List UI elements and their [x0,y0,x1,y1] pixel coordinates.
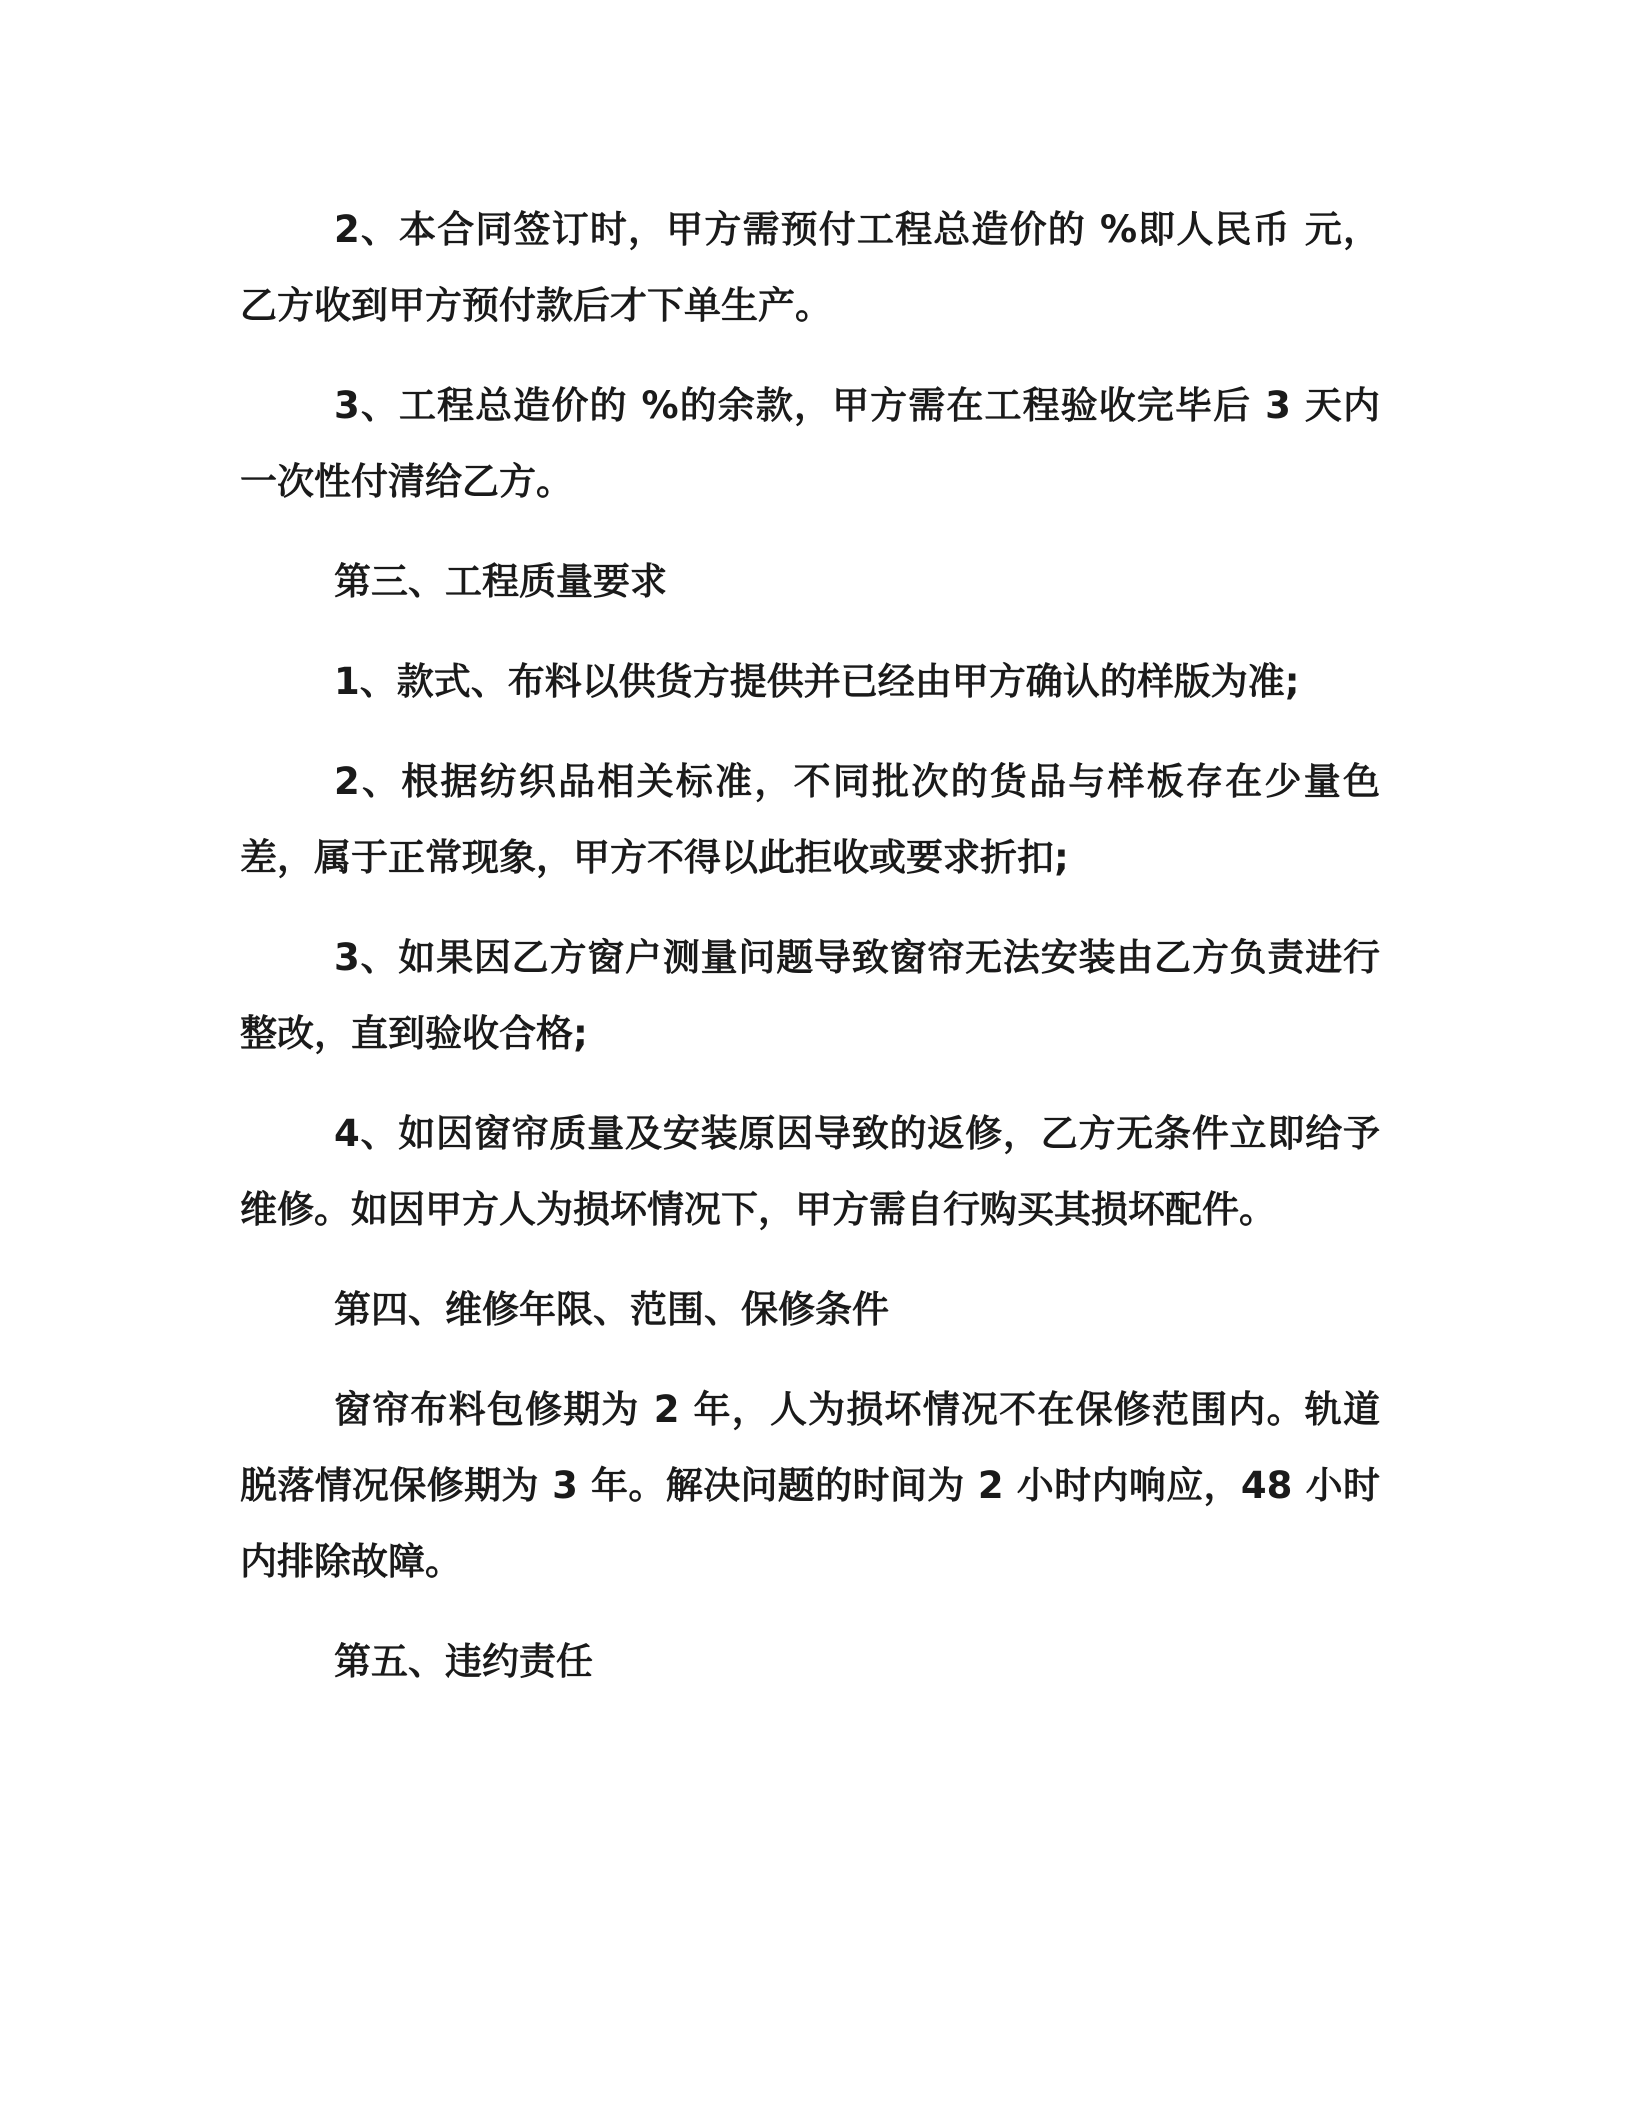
clause-warranty-terms: 窗帘布料包修期为 2 年，人为损坏情况不在保修范围内。轨道脱落情况保修期为 3 年。解决问题的时间为 2 小时内响应，48 小时内排除故障。 [240,1388,1380,1583]
clause-balance-payment: 3、工程总造价的 %的余款，甲方需在工程验收完毕后 3 天内一次性付清给乙方。 [240,384,1380,503]
clause-quality-color: 2、根据纺织品相关标准，不同批次的货品与样板存在少量色差，属于正常现象，甲方不得以此拒收或要求折扣; [240,760,1380,879]
clause-quality-measurement: 3、如果因乙方窗户测量问题导致窗帘无法安装由乙方负责进行整改，直到验收合格; [240,936,1380,1055]
section-heading-quality: 第三、工程质量要求 [334,560,667,603]
clause-quality-repair: 4、如因窗帘质量及安装原因导致的返修，乙方无条件立即给予维修。如因甲方人为损坏情况下，甲方需自行购买其损坏配件。 [240,1112,1380,1231]
clause-quality-style: 1、款式、布料以供货方提供并已经由甲方确认的样版为准; [334,660,1300,703]
section-heading-warranty: 第四、维修年限、范围、保修条件 [334,1288,889,1331]
document-body [240,192,1380,1724]
clause-advance-payment: 2、本合同签订时，甲方需预付工程总造价的 %即人民币 元，乙方收到甲方预付款后才下单生产。 [240,208,1380,327]
section-heading-liability: 第五、违约责任 [334,1640,593,1683]
